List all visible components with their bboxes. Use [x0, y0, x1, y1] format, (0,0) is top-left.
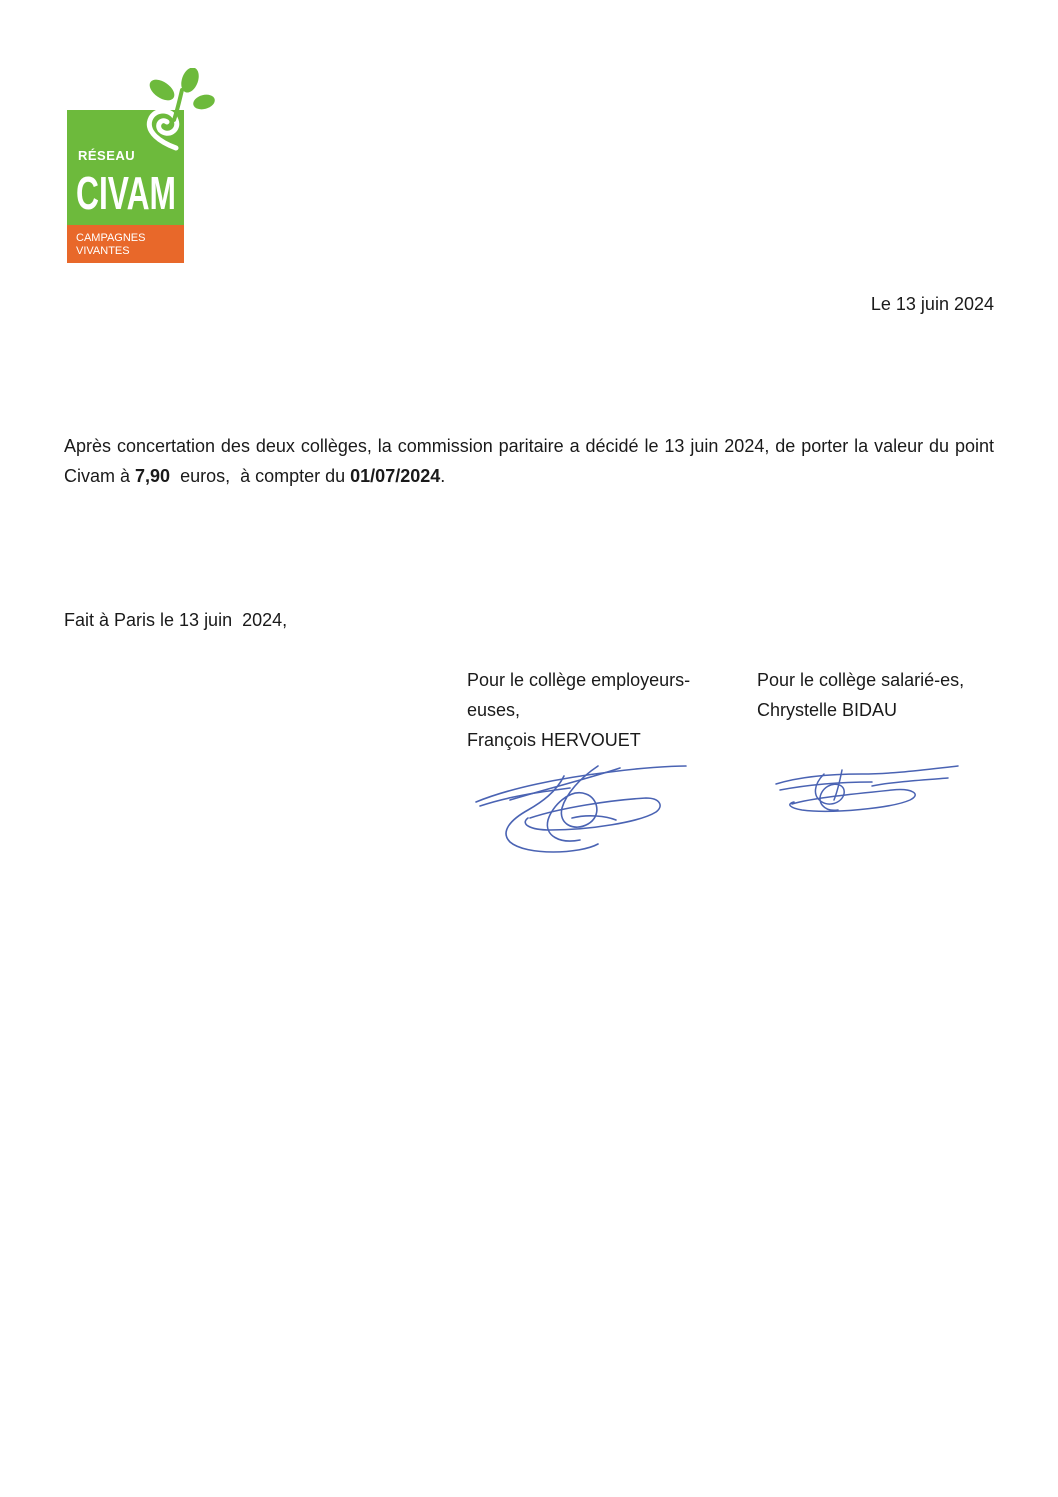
letter-date: Le 13 juin 2024: [870, 294, 994, 314]
decision-paragraph: [64, 431, 994, 491]
employees-signatory-name: Chrystelle BIDAU: [757, 700, 898, 720]
employers-signatory-block: [467, 665, 727, 755]
logo-text-vivantes: VIVANTES: [76, 245, 130, 257]
logo-text-reseau: RÉSEAU: [78, 148, 136, 163]
logo-text-civam: CIVAM: [76, 167, 176, 219]
done-at-line: Fait à Paris le 13 juin 2024,: [64, 610, 288, 630]
logo-leaf-left: [146, 75, 178, 104]
logo-leaf-right: [192, 92, 217, 111]
employers-college-label: Pour le collège employeurs-: [467, 670, 691, 690]
employees-college-label: Pour le collège salarié-es,: [757, 670, 965, 690]
employers-signatory-name: François HERVOUET: [467, 730, 641, 750]
paragraph-end: .: [440, 466, 446, 486]
paragraph-part1: Après concertation des deux collèges, la commission paritaire a décidé le 13 juin 2024, de porter la valeur du point Civam à: [64, 436, 994, 486]
employees-signatory-block: [757, 665, 1017, 725]
employers-college-label-cont: euses,: [467, 700, 521, 720]
employers-signature: [470, 758, 710, 866]
logo-orange-band: [67, 225, 184, 263]
point-value: 7,90: [135, 466, 171, 486]
logo-text-campagnes: CAMPAGNES: [76, 232, 146, 244]
paragraph-part2: euros, à compter du: [170, 466, 351, 486]
effective-date: 01/07/2024: [350, 466, 441, 486]
employees-signature: [772, 760, 968, 824]
civam-logo: [64, 68, 220, 268]
